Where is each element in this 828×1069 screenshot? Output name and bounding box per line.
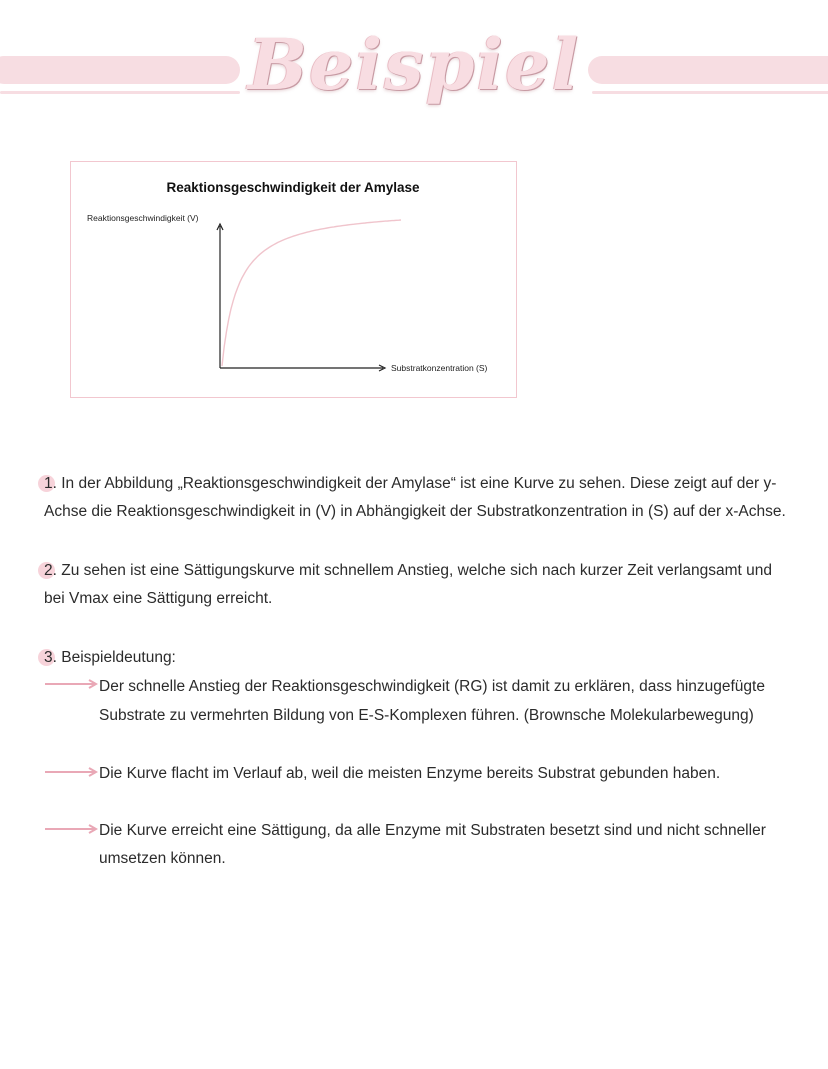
chart-title: Reaktionsgeschwindigkeit der Amylase [166, 180, 420, 195]
paragraph-3-heading-text: Beispieldeutung: [61, 649, 176, 666]
paragraph-2-number: 2. [44, 557, 57, 585]
chart-frame [70, 161, 517, 398]
paragraph-3-heading [44, 644, 176, 672]
paragraph-2-line-1 [44, 557, 772, 585]
bullet-2-arrow-icon [44, 765, 100, 779]
saturation-curve [222, 220, 401, 366]
bullet-3-line-1: Die Kurve erreicht eine Sättigung, da alle Enzyme mit Substraten besetzt sind und nicht schneller [99, 822, 766, 839]
paragraph-2-line-2: bei Vmax eine Sättigung erreicht. [44, 590, 273, 607]
x-axis-label: Substratkonzentration (S) [391, 363, 488, 373]
paragraph-3-number: 3. [44, 644, 57, 672]
y-axis-label: Reaktionsgeschwindigkeit (V) [87, 213, 199, 223]
page-title: Beispiel [247, 23, 581, 106]
paragraph-1-line-2: Achse die Reaktionsgeschwindigkeit in (V) in Abhängigkeit der Substratkonzentration in (S) auf der x-Achse. [44, 503, 786, 520]
bullet-1-line-2: Substrate zu vermehrten Bildung von E-S-Komplexen führen. (Brownsche Molekularbewegung) [99, 707, 754, 724]
bullet-3-arrow-icon [44, 822, 100, 836]
bullet-1-line-1: Der schnelle Anstieg der Reaktionsgeschwindigkeit (RG) ist damit zu erklären, dass hinzugefügte [99, 678, 765, 695]
paragraph-1-text-1: In der Abbildung „Reaktionsgeschwindigkeit der Amylase“ ist eine Kurve zu sehen. Diese zeigt auf der y- [61, 475, 777, 492]
saturation-chart [71, 162, 518, 399]
bullet-1-arrow-icon [44, 677, 100, 691]
paragraph-1-line-1 [44, 470, 776, 498]
paragraph-1-number: 1. [44, 470, 57, 498]
bullet-2-line-1: Die Kurve flacht im Verlauf ab, weil die meisten Enzyme bereits Substrat gebunden haben. [99, 765, 721, 782]
bullet-3-line-2: umsetzen können. [99, 850, 226, 867]
paragraph-2-text-1: Zu sehen ist eine Sättigungskurve mit schnellem Anstieg, welche sich nach kurzer Zeit verlangsamt und [61, 562, 773, 579]
